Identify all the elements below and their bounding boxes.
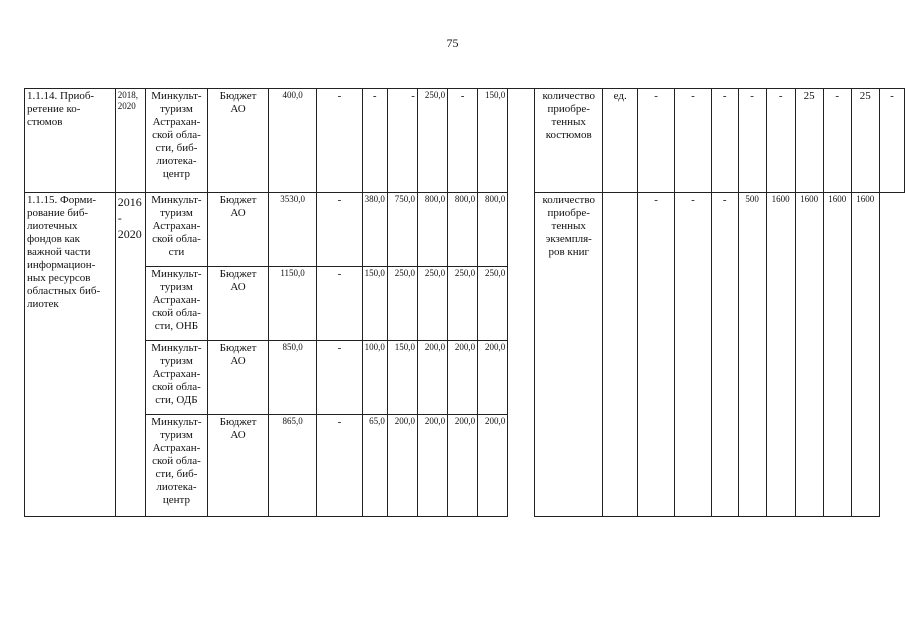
value-cell: 800,0 [448, 193, 478, 267]
indicator-cell: количество приобре- тенных костюмов [535, 89, 603, 193]
indicator-value-cell: - [711, 193, 738, 517]
total-cell: 1150,0 [268, 267, 317, 341]
source-cell: Бюджет АО [208, 193, 269, 267]
indicator-value-cell: - [823, 89, 851, 193]
page-number: 75 [446, 36, 459, 50]
source-cell: Бюджет АО [208, 89, 269, 193]
unit-cell: ед. [603, 89, 638, 193]
indicator-value-cell: 1600 [851, 193, 879, 517]
spacer-cell [508, 89, 535, 193]
indicator-value-cell: 500 [738, 193, 766, 517]
measure-name-cell: 1.1.15. Форми- рование биб- лиотечных фондов как важной части информацион- ных ресурсов областных биб- лиотек [25, 193, 116, 517]
total-cell: 400,0 [268, 89, 317, 193]
indicator-value-cell: 25 [851, 89, 879, 193]
value-cell: 200,0 [448, 341, 478, 415]
source-cell: Бюджет АО [208, 341, 269, 415]
indicator-value-cell: 25 [795, 89, 823, 193]
value-cell: 250,0 [387, 267, 417, 341]
value-cell: 250,0 [448, 267, 478, 341]
value-cell: - [317, 267, 362, 341]
value-cell: 750,0 [387, 193, 417, 267]
value-cell: 800,0 [478, 193, 508, 267]
value-cell: - [448, 89, 478, 193]
indicator-cell: количество приобре- тенных экземпля- ров книг [535, 193, 603, 517]
spacer-cell [508, 267, 535, 341]
executor-cell: Минкульт- туризм Астрахан- ской обла- сти, ОНБ [145, 267, 208, 341]
value-cell: 200,0 [387, 415, 417, 517]
value-cell: - [317, 341, 362, 415]
executor-cell: Минкульт- туризм Астрахан- ской обла- сти, биб- лиотека- центр [145, 415, 208, 517]
indicator-value-cell: - [638, 193, 675, 517]
table-row-1-1-15 [25, 193, 905, 267]
value-cell: - [317, 415, 362, 517]
indicator-value-cell: 1600 [823, 193, 851, 517]
value-cell: 200,0 [478, 415, 508, 517]
value-cell: - [317, 193, 362, 267]
value-cell: 250,0 [417, 267, 447, 341]
value-cell: 200,0 [417, 341, 447, 415]
value-cell: 150,0 [387, 341, 417, 415]
source-cell: Бюджет АО [208, 267, 269, 341]
executor-cell: Минкульт- туризм Астрахан- ской обла- сти [145, 193, 208, 267]
spacer-cell [508, 415, 535, 517]
indicator-value-cell: - [879, 89, 904, 193]
executor-cell: Минкульт- туризм Астрахан- ской обла- сти, биб- лиотека- центр [145, 89, 208, 193]
indicator-value-cell: - [738, 89, 766, 193]
indicator-value-cell: 1600 [766, 193, 795, 517]
value-cell: 200,0 [417, 415, 447, 517]
indicator-value-cell: - [638, 89, 675, 193]
value-cell: 250,0 [417, 89, 447, 193]
spacer-cell [508, 341, 535, 415]
value-cell: 150,0 [362, 267, 387, 341]
value-cell: 150,0 [478, 89, 508, 193]
value-cell: - [387, 89, 417, 193]
value-cell: - [317, 89, 362, 193]
total-cell: 3530,0 [268, 193, 317, 267]
value-cell: 800,0 [417, 193, 447, 267]
spacer-cell [879, 193, 904, 517]
total-cell: 865,0 [268, 415, 317, 517]
value-cell: - [362, 89, 387, 193]
indicator-value-cell: - [766, 89, 795, 193]
value-cell: 200,0 [478, 341, 508, 415]
source-cell: Бюджет АО [208, 415, 269, 517]
executor-cell: Минкульт- туризм Астрахан- ской обла- сти, ОДБ [145, 341, 208, 415]
value-cell: 200,0 [448, 415, 478, 517]
measure-name-cell: 1.1.14. Приоб- ретение ко- стюмов [25, 89, 116, 193]
indicator-value-cell: 1600 [795, 193, 823, 517]
spacer-cell [508, 193, 535, 267]
value-cell: 65,0 [362, 415, 387, 517]
unit-cell [603, 193, 638, 517]
measures-table [24, 88, 905, 517]
value-cell: 100,0 [362, 341, 387, 415]
total-cell: 850,0 [268, 341, 317, 415]
years-cell: 2018, 2020 [115, 89, 145, 193]
value-cell: 250,0 [478, 267, 508, 341]
years-cell: 2016 - 2020 [115, 193, 145, 517]
table-row-1-1-14 [25, 89, 905, 193]
indicator-value-cell: - [675, 89, 712, 193]
indicator-value-cell: - [711, 89, 738, 193]
value-cell: 380,0 [362, 193, 387, 267]
measures-table-sheet [24, 88, 905, 517]
indicator-value-cell: - [675, 193, 712, 517]
